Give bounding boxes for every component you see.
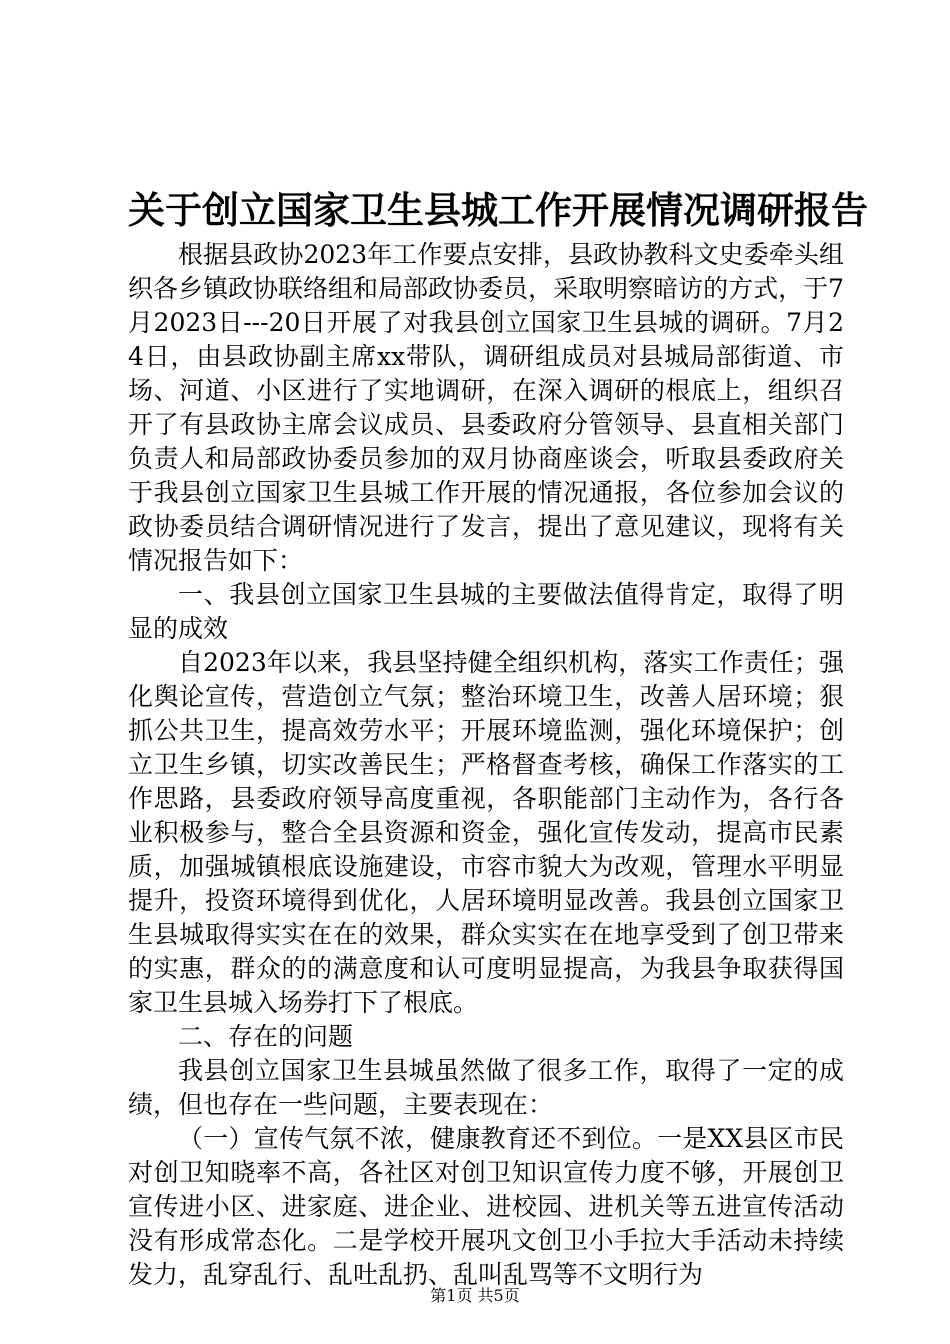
intro-paragraph: 根据县政协2023年工作要点安排，县政协教科文史委牵头组织各乡镇政协联络组和局部政协委员，采取明察暗访的方式，于7月2023日---20日开展了对我县创立国家卫生县城的调研。7月24日，由县政协副主席xx带队，调研组成员对县城局部街道、市场、河道、小区进行了实地调研，在深入调研的根底上，组织召开了有县政协主席会议成员、县委政府分管领导、县直相关部门负责人和局部政协委员参加的双月协商座谈会，听取县委政府关于我县创立国家卫生县城工作开展的情况通报，各位参加会议的政协委员结合调研情况进行了发言，提出了意见建议，现将有关情况报告如下： bbox=[128, 240, 844, 575]
section-2-intro-paragraph: 我县创立国家卫生县城虽然做了很多工作，取得了一定的成绩，但也存在一些问题，主要表现在： bbox=[128, 1056, 844, 1119]
section-heading-1: 一、我县创立国家卫生县城的主要做法值得肯定，取得了明显的成效 bbox=[128, 580, 844, 643]
section-2-item-1-paragraph: （一）宣传气氛不浓，健康教育还不到位。一是XX县区市民对创卫知晓率不高，各社区对创卫知识宣传力度不够，开展创卫宣传进小区、进家庭、进企业、进校园、进机关等五进宣传活动没有形成常态化。二是学校开展巩文创卫小手拉大手活动未持续发力，乱穿乱行、乱吐乱扔、乱叫乱骂等不文明行为 bbox=[128, 1124, 844, 1289]
page-footer: 第1页 共5页 bbox=[430, 1286, 520, 1305]
section-1-paragraph: 自2023年以来，我县坚持健全组织机构，落实工作责任；强化舆论宣传，营造创立气氛；整治环境卫生，改善人居环境；狠抓公共卫生，提高效劳水平；开展环境监测，强化环境保护；创立卫生乡镇，切实改善民生；严格督查考核，确保工作落实的工作思路，县委政府领导高度重视，各职能部门主动作为，各行各业积极参与，整合全县资源和资金，强化宣传发动，提高市民素质，加强城镇根底设施建设，市容市貌大为改观，管理水平明显提升，投资环境得到优化，人居环境明显改善。我县创立国家卫生县城取得实实在在的效果，群众实实在在地享受到了创卫带来的实惠，群众的的满意度和认可度明显提高，为我县争取获得国家卫生县城入场券打下了根底。 bbox=[128, 648, 844, 1017]
document-body bbox=[128, 238, 844, 1292]
document-title: 关于创立国家卫生县城工作开展情况调研报告 bbox=[128, 188, 868, 232]
section-heading-2: 二、存在的问题 bbox=[178, 1022, 354, 1051]
